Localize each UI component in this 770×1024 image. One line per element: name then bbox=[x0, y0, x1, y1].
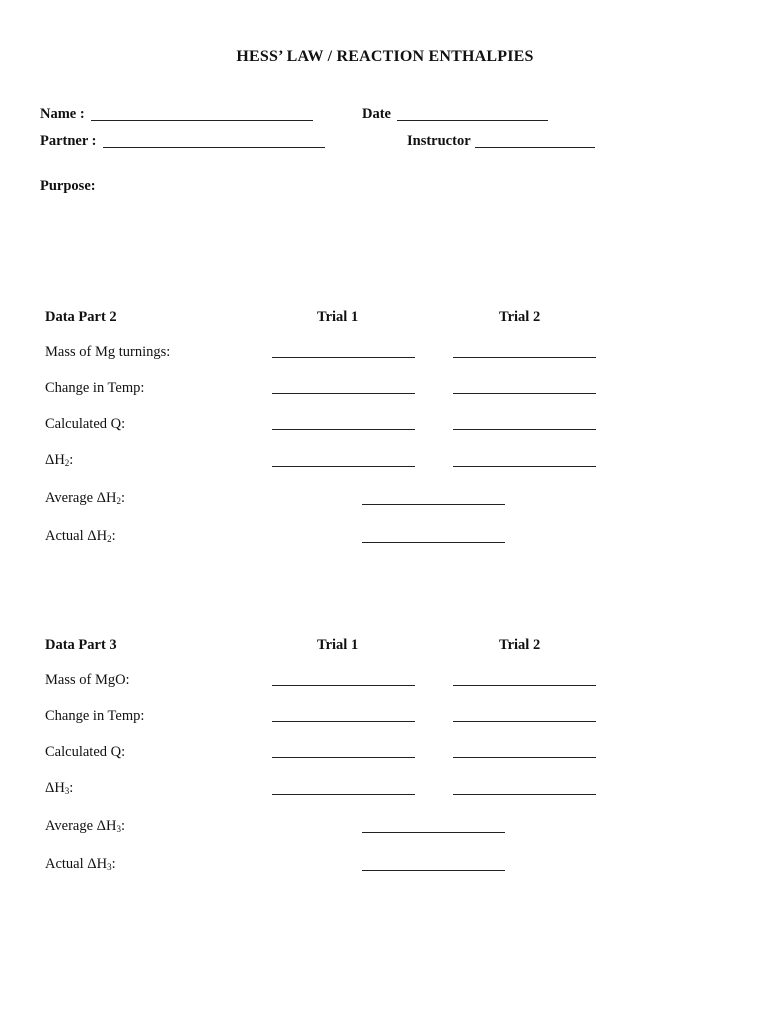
purpose-label: Purpose: bbox=[40, 178, 96, 194]
part2-mass-label: Mass of Mg turnings: bbox=[45, 344, 171, 360]
part2-trial1-header: Trial 1 bbox=[317, 309, 359, 325]
part3-q-label: Calculated Q: bbox=[45, 744, 126, 760]
part3-dh-label: $\Delta H_3$: bbox=[45, 780, 74, 796]
partner-label: Partner : bbox=[40, 133, 97, 149]
part3-q-trial1-field[interactable] bbox=[272, 757, 415, 758]
date-field[interactable] bbox=[397, 120, 548, 121]
part3-mass-trial2-field[interactable] bbox=[453, 685, 596, 686]
date-label: Date bbox=[362, 106, 391, 122]
part3-dh-trial2-field[interactable] bbox=[453, 794, 596, 795]
part2-trial2-header: Trial 2 bbox=[499, 309, 541, 325]
part3-trial1-header: Trial 1 bbox=[317, 637, 359, 653]
part3-mass-label: Mass of MgO: bbox=[45, 672, 130, 688]
part3-average-label: Average $\Delta H_3$: bbox=[45, 818, 125, 834]
part3-trial2-header: Trial 2 bbox=[499, 637, 541, 653]
name-label: Name : bbox=[40, 106, 85, 122]
page-title: HESS’ LAW / REACTION ENTHALPIES bbox=[236, 48, 534, 65]
part3-temp-trial1-field[interactable] bbox=[272, 721, 415, 722]
part3-actual-label: Actual $\Delta H_3$: bbox=[45, 856, 116, 872]
part2-temp-trial2-field[interactable] bbox=[453, 393, 596, 394]
part3-temp-label: Change in Temp: bbox=[45, 708, 145, 724]
instructor-label: Instructor bbox=[407, 133, 471, 149]
part3-average-field[interactable] bbox=[362, 832, 505, 833]
part2-dh-trial2-field[interactable] bbox=[453, 466, 596, 467]
part2-q-label: Calculated Q: bbox=[45, 416, 126, 432]
part2-temp-trial1-field[interactable] bbox=[272, 393, 415, 394]
part2-heading: Data Part 2 bbox=[45, 309, 117, 325]
part2-q-trial2-field[interactable] bbox=[453, 429, 596, 430]
part3-dh-trial1-field[interactable] bbox=[272, 794, 415, 795]
part2-q-trial1-field[interactable] bbox=[272, 429, 415, 430]
part2-temp-label: Change in Temp: bbox=[45, 380, 145, 396]
part2-mass-trial1-field[interactable] bbox=[272, 357, 415, 358]
instructor-field[interactable] bbox=[475, 147, 595, 148]
part2-mass-trial2-field[interactable] bbox=[453, 357, 596, 358]
part3-actual-field[interactable] bbox=[362, 870, 505, 871]
part3-mass-trial1-field[interactable] bbox=[272, 685, 415, 686]
part2-actual-label: Actual $\Delta H_2$: bbox=[45, 528, 116, 544]
part2-actual-field[interactable] bbox=[362, 542, 505, 543]
part3-heading: Data Part 3 bbox=[45, 637, 117, 653]
part3-q-trial2-field[interactable] bbox=[453, 757, 596, 758]
part2-dh-trial1-field[interactable] bbox=[272, 466, 415, 467]
part2-dh-label: $\Delta H_2$: bbox=[45, 452, 74, 468]
part2-average-field[interactable] bbox=[362, 504, 505, 505]
part2-average-label: Average $\Delta H_2$: bbox=[45, 490, 125, 506]
partner-field[interactable] bbox=[103, 147, 325, 148]
part3-temp-trial2-field[interactable] bbox=[453, 721, 596, 722]
name-field[interactable] bbox=[91, 120, 313, 121]
